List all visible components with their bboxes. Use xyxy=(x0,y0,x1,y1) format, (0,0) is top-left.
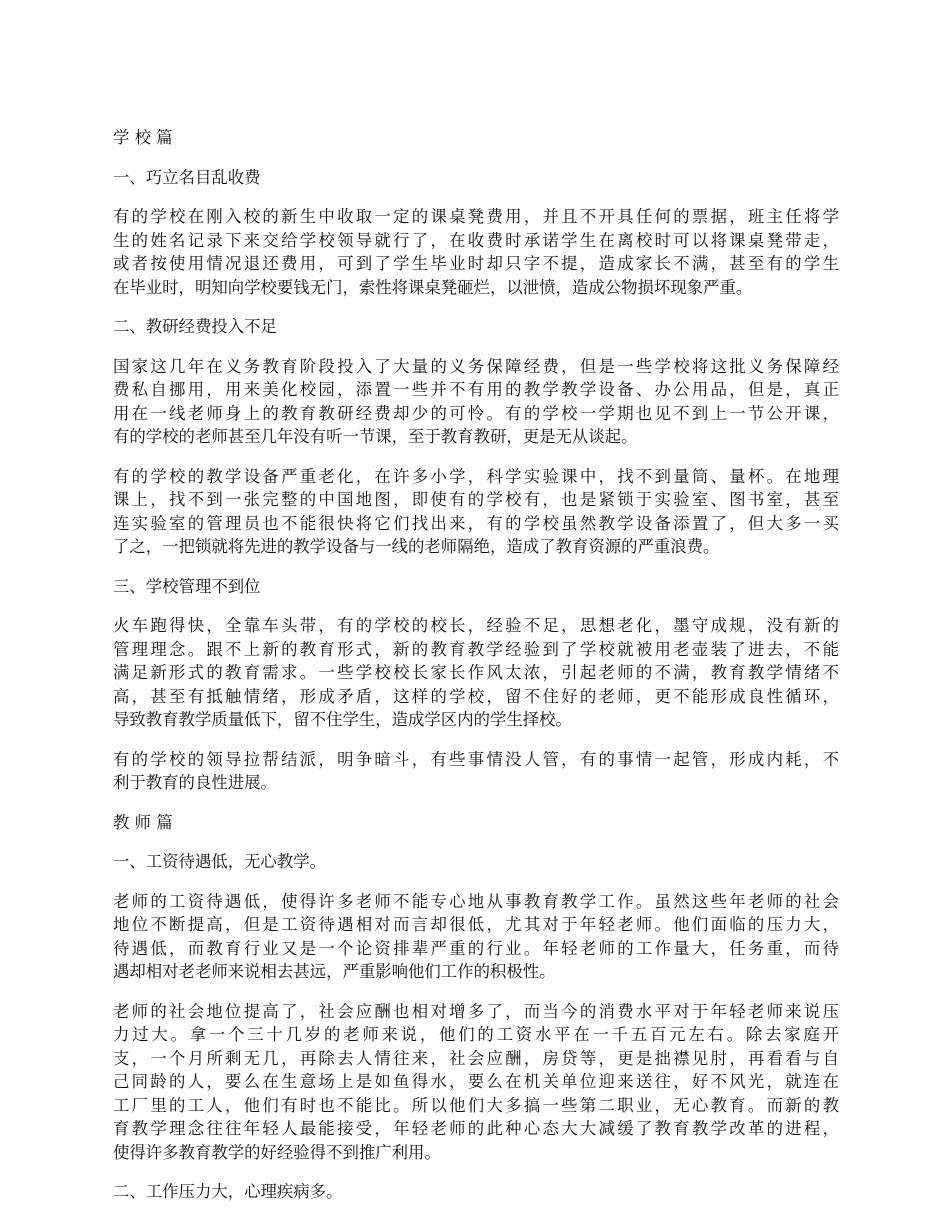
paragraph-line: 生的姓名记录下来交给学校领导就行了，在收费时承诺学生在离校时可以将课桌凳带走， xyxy=(113,230,839,250)
subheading-work-pressure xyxy=(113,1180,839,1204)
paragraph-line: 管理理念。跟不上新的教育形式，新的教育教学经验到了学校就被用老壶装了进去，不能 xyxy=(113,639,839,659)
paragraph-factions xyxy=(113,748,839,795)
paragraph-line: 火车跑得快，全靠车头带，有的学校的校长，经验不足，思想老化，墨守成规，没有新的 xyxy=(113,616,839,635)
paragraph-line: 力过大。拿一个三十几岁的老师来说，他们的工资水平在一千五百元左右。除去家庭开 xyxy=(113,1025,839,1044)
paragraph-equipment xyxy=(113,465,839,559)
subheading-research-funding xyxy=(113,315,839,339)
paragraph-line: 导致教育教学质量低下，留不住学生，造成学区内的学生择校。 xyxy=(113,710,572,729)
paragraph-line: 了之，一把锁就将先进的教学设备与一线的老师隔绝，造成了教育资源的严重浪费。 xyxy=(113,537,720,556)
paragraph-line: 有的学校的领导拉帮结派，明争暗斗，有些事情没人管，有的事情一起管，形成内耗，不 xyxy=(113,749,839,769)
paragraph-line: 工厂里的工人，他们有时也不能比。所以他们大多搞一些第二职业，无心教育。而新的教 xyxy=(113,1095,839,1115)
section-title-teacher xyxy=(113,811,839,835)
paragraph-line: 支，一个月所剩无几，再除去人情往来，社会应酬，房贷等，更是拙襟见肘，再看看与自 xyxy=(113,1048,839,1068)
paragraph-fees xyxy=(113,205,839,299)
paragraph-line: 使得许多教育教学的好经验得不到推广利用。 xyxy=(113,1142,441,1162)
subheading-low-pay xyxy=(113,850,839,874)
paragraph-line: 己同龄的人，要么在生意场上是如鱼得水，要么在机关单位迎来送往，好不风光，就连在 xyxy=(113,1072,839,1091)
subheading-management xyxy=(113,575,839,599)
heading-text: 二、教研经费投入不足 xyxy=(113,317,277,336)
paragraph-line: 遇却相对老老师来说相去甚远，严重影响他们工作的积极性。 xyxy=(113,962,556,981)
paragraph-line: 待遇低，而教育行业又是一个论资排辈严重的行业。年轻老师的工作量大，任务重，而待 xyxy=(113,938,839,958)
heading-text: 一、工资待遇低，无心教学。 xyxy=(113,852,327,871)
heading-text: 三、学校管理不到位 xyxy=(113,576,261,596)
paragraph-social-status xyxy=(113,1000,839,1165)
section-title-school xyxy=(113,126,839,150)
paragraph-management xyxy=(113,614,839,732)
paragraph-line: 地位不断提高，但是工资待遇相对而言却很低，尤其对于年轻老师。他们面临的压力大， xyxy=(113,915,839,934)
heading-text: 学 校 篇 xyxy=(113,128,173,147)
paragraph-line: 老师的工资待遇低，使得许多老师不能专心地从事教育教学工作。虽然这些年老师的社会 xyxy=(113,891,839,911)
heading-text: 教 师 篇 xyxy=(113,812,173,832)
paragraph-research-funding xyxy=(113,355,839,449)
heading-text: 二、工作压力大，心理疾病多。 xyxy=(113,1182,343,1201)
paragraph-line: 有的学校的教学设备严重老化，在许多小学，科学实验课中，找不到量筒、量杯。在地理 xyxy=(113,466,839,486)
paragraph-line: 连实验室的管理员也不能很快将它们找出来，有的学校虽然教学设备添置了，但大多一买 xyxy=(113,513,839,533)
paragraph-line: 有的学校的老师甚至几年没有听一节课，至于教育教研，更是无从谈起。 xyxy=(113,427,638,446)
paragraph-line: 老师的社会地位提高了，社会应酬也相对增多了，而当今的消费水平对于年轻老师来说压 xyxy=(113,1001,839,1021)
paragraph-line: 在毕业时，明知向学校要钱无门，索性将课桌凳砸烂，以泄愤，造成公物损坏现象严重。 xyxy=(113,277,753,297)
paragraph-line: 课上，找不到一张完整的中国地图，即使有的学校有，也是紧锁于实验室、图书室，甚至 xyxy=(113,490,839,509)
paragraph-low-pay xyxy=(113,890,839,984)
paragraph-line: 费私自挪用，用来美化校园，添置一些并不有用的教学教学设备、办公用品，但是，真正 xyxy=(113,380,839,399)
paragraph-line: 用在一线老师身上的教育教研经费却少的可怜。有的学校一学期也见不到上一节公开课， xyxy=(113,403,839,423)
heading-text: 一、巧立名目乱收费 xyxy=(113,167,261,187)
paragraph-line: 育教学理念往往年轻人最能接受，年轻老师的此种心态大大减缓了教育教学改革的进程， xyxy=(113,1119,839,1138)
paragraph-line: 或者按使用情况退还费用，可到了学生毕业时却只字不提，造成家长不满，甚至有的学生 xyxy=(113,254,839,273)
paragraph-line: 满足新形式的教育需求。一些学校校长家长作风太浓，引起老师的不满，教育教学情绪不 xyxy=(113,663,839,682)
subheading-fees xyxy=(113,166,839,190)
paragraph-line: 利于教育的良性进展。 xyxy=(113,773,277,792)
paragraph-line: 有的学校在刚入校的新生中收取一定的课桌凳费用，并且不开具任何的票据，班主任将学 xyxy=(113,207,839,226)
paragraph-line: 高，甚至有抵触情绪，形成矛盾，这样的学校，留不住好的老师，更不能形成良性循环， xyxy=(113,686,839,706)
paragraph-line: 国家这几年在义务教育阶段投入了大量的义务保障经费，但是一些学校将这批义务保障经 xyxy=(113,356,839,376)
